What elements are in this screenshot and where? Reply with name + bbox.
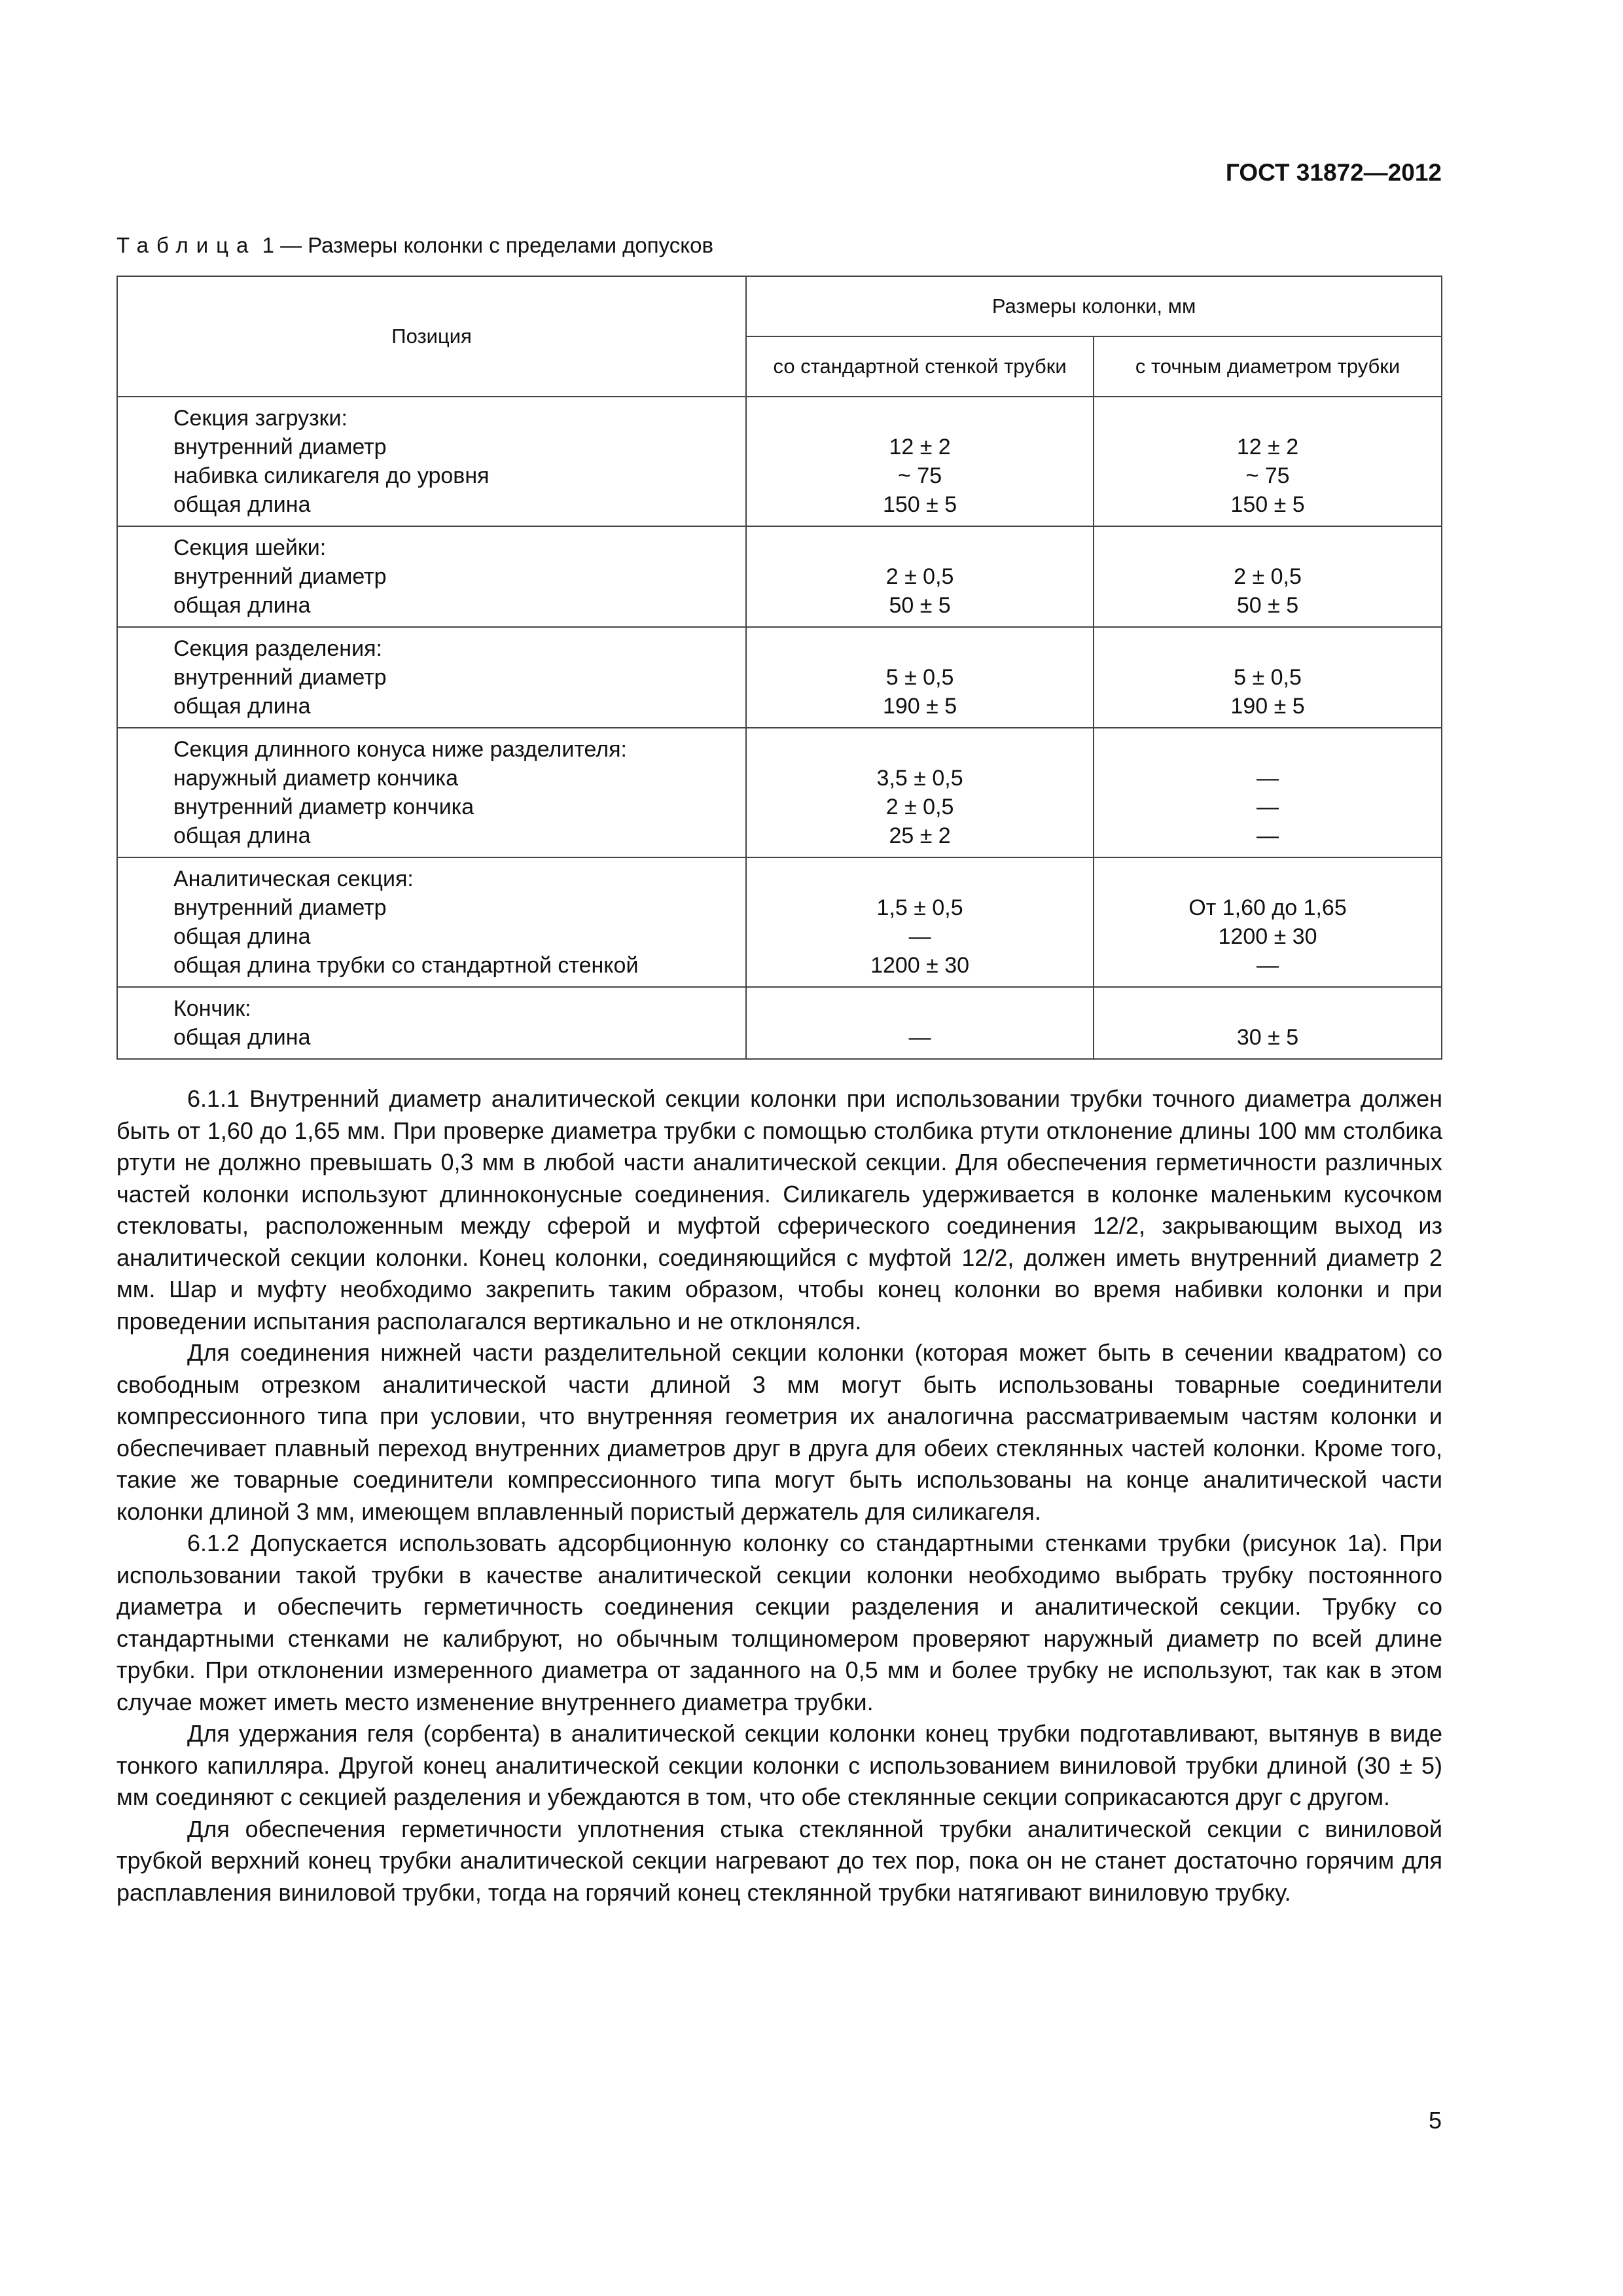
cell-precise bbox=[1094, 526, 1442, 627]
table-row bbox=[117, 987, 1442, 1059]
table-body bbox=[117, 397, 1442, 1059]
cell-standard bbox=[746, 627, 1094, 728]
precise-line: 150 ± 5 bbox=[1230, 492, 1305, 517]
page-number: 5 bbox=[1428, 2107, 1442, 2134]
precise-line: 50 ± 5 bbox=[1236, 593, 1299, 618]
precise-line: ~ 75 bbox=[1245, 463, 1290, 488]
standard-line: 3,5 ± 0,5 bbox=[876, 766, 963, 791]
cell-position bbox=[117, 526, 746, 627]
table-caption bbox=[116, 233, 713, 258]
position-line: общая длина bbox=[173, 593, 311, 618]
precise-line bbox=[1094, 865, 1441, 893]
precise-line: 30 ± 5 bbox=[1236, 1025, 1299, 1050]
standard-line: 1200 ± 30 bbox=[870, 953, 970, 978]
standard-line bbox=[747, 994, 1093, 1023]
position-line: общая длина bbox=[173, 492, 311, 517]
precise-line: — bbox=[1257, 795, 1279, 819]
table-caption-number: 1 bbox=[262, 233, 274, 257]
cell-position bbox=[117, 728, 746, 857]
precise-line bbox=[1094, 533, 1441, 562]
paragraph: Для соединения нижней части разделительной секции колонки (которая может быть в сечении квадратом) со свободным отрезком аналитической части длиной 3 мм могут быть использованы товарные соединители компрессионного типа при условии, что внутренняя геометрия их аналогична рассматриваемым частям колонки и обеспечивает плавный переход внутренних диаметров друг в друга для обеих стеклянных частей колонки. Кроме того, такие же товарные соединители компрессионного типа могут быть использованы на конце аналитической части колонки длиной 3 мм, имеющем вплавленный пористый держатель для силикагеля. bbox=[116, 1339, 1442, 1525]
table-row bbox=[117, 728, 1442, 857]
standard-line: 190 ± 5 bbox=[882, 694, 957, 719]
paragraph: 6.1.2 Допускается использовать адсорбционную колонку со стандартными стенками трубки (рисунок 1а). При использовании такой трубки в качестве аналитической секции колонки необходимо выбрать трубку постоянного диаметра и обеспечить герметичность соединения секции разделения и аналитической секции. Трубку со стандартными стенками не калибруют, но обычным толщиномером проверяют наружный диаметр по всей длине трубки. При отклонении измеренного диаметра от заданного на 0,5 мм и более трубку не используют, так как в этом случае может иметь место изменение внутреннего диаметра трубки. bbox=[116, 1530, 1442, 1715]
cell-standard bbox=[746, 526, 1094, 627]
precise-line: 190 ± 5 bbox=[1230, 694, 1305, 719]
col-header-precise: с точным диаметром трубки bbox=[1094, 336, 1442, 397]
table-row bbox=[117, 397, 1442, 526]
col-header-position: Позиция bbox=[117, 276, 746, 397]
cell-position bbox=[117, 857, 746, 987]
standard-line bbox=[747, 634, 1093, 663]
position-line: общая длина bbox=[173, 823, 311, 848]
cell-precise bbox=[1094, 728, 1442, 857]
col-header-group: Размеры колонки, мм bbox=[746, 276, 1442, 336]
table-caption-title: — Размеры колонки с пределами допусков bbox=[274, 233, 713, 257]
position-line: Секция длинного конуса ниже разделителя: bbox=[173, 737, 627, 762]
table-row bbox=[117, 526, 1442, 627]
cell-precise bbox=[1094, 397, 1442, 526]
cell-standard bbox=[746, 857, 1094, 987]
position-line: Кончик: bbox=[173, 996, 251, 1021]
cell-standard bbox=[746, 987, 1094, 1059]
cell-position bbox=[117, 987, 746, 1059]
standard-line bbox=[747, 404, 1093, 433]
position-line: внутренний диаметр bbox=[173, 665, 387, 690]
cell-precise bbox=[1094, 857, 1442, 987]
standard-line: 25 ± 2 bbox=[889, 823, 951, 848]
position-line: Секция разделения: bbox=[173, 636, 382, 661]
standard-line: 2 ± 0,5 bbox=[885, 564, 954, 589]
standard-line: — bbox=[908, 924, 931, 949]
standard-line: 12 ± 2 bbox=[889, 435, 951, 459]
paragraph: Для обеспечения герметичности уплотнения стыка стеклянной трубки аналитической секции с виниловой трубкой верхний конец трубки аналитической секции нагревают до тех пор, пока он не станет достаточно горячим для расплавления виниловой трубки, тогда на горячий конец стеклянной трубки натягивают виниловую трубку. bbox=[116, 1815, 1442, 1906]
document-code: ГОСТ 31872—2012 bbox=[1225, 159, 1442, 186]
table-caption-prefix: Таблица bbox=[116, 233, 257, 257]
position-line: общая длина bbox=[173, 924, 311, 949]
table-row bbox=[117, 857, 1442, 987]
cell-precise bbox=[1094, 627, 1442, 728]
table-row bbox=[117, 627, 1442, 728]
position-line: Секция шейки: bbox=[173, 535, 327, 560]
position-line: общая длина трубки со стандартной стенкой bbox=[173, 953, 639, 978]
col-header-standard: со стандартной стенкой трубки bbox=[746, 336, 1094, 397]
precise-line: 2 ± 0,5 bbox=[1234, 564, 1302, 589]
standard-line: 2 ± 0,5 bbox=[885, 795, 954, 819]
position-line: внутренний диаметр bbox=[173, 564, 387, 589]
body-text bbox=[116, 1083, 1442, 1909]
position-line: Аналитическая секция: bbox=[173, 867, 414, 891]
position-line: наружный диаметр кончика bbox=[173, 766, 458, 791]
cell-position bbox=[117, 397, 746, 526]
cell-standard bbox=[746, 397, 1094, 526]
cell-position bbox=[117, 627, 746, 728]
standard-line: ~ 75 bbox=[898, 463, 942, 488]
standard-line bbox=[747, 533, 1093, 562]
cell-standard bbox=[746, 728, 1094, 857]
cell-precise bbox=[1094, 987, 1442, 1059]
precise-line: — bbox=[1257, 823, 1279, 848]
position-line: набивка силикагеля до уровня bbox=[173, 463, 490, 488]
position-line: внутренний диаметр кончика bbox=[173, 795, 474, 819]
precise-line: От 1,60 до 1,65 bbox=[1188, 895, 1347, 920]
paragraph: Для удержания геля (сорбента) в аналитической секции колонки конец трубки подготавливают, вытянув в виде тонкого капилляра. Другой конец аналитической секции колонки с использованием виниловой трубки длиной (30 ± 5) мм соединяют с секцией разделения и убеждаются в том, что обе стеклянные секции соприкасаются друг с другом. bbox=[116, 1720, 1442, 1810]
position-line: внутренний диаметр bbox=[173, 895, 387, 920]
paragraph: 6.1.1 Внутренний диаметр аналитической секции колонки при использовании трубки точного диаметра должен быть от 1,60 до 1,65 мм. При проверке диаметра трубки с помощью столбика ртути отклонение длины 100 мм столбика ртути не должно превышать 0,3 мм в любой части аналитической секции. Для обеспечения герметичности различных частей колонки используют длинноконусные соединения. Силикагель удерживается в колонке маленьким кусочком стекловаты, расположенным между сферой и муфтой сферического соединения 12/2, закрывающим выход из аналитической секции колонки. Конец колонки, соединяющийся с муфтой 12/2, должен иметь внутренний диаметр 2 мм. Шар и муфту необходимо закрепить таким образом, чтобы конец колонки во время набивки колонки и при проведении испытания располагался вертикально и не отклонялся. bbox=[116, 1085, 1442, 1335]
precise-line bbox=[1094, 634, 1441, 663]
standard-line bbox=[747, 865, 1093, 893]
standard-line: 150 ± 5 bbox=[882, 492, 957, 517]
position-line: общая длина bbox=[173, 1025, 311, 1050]
position-line: Секция загрузки: bbox=[173, 406, 348, 431]
precise-line bbox=[1094, 404, 1441, 433]
dimensions-table bbox=[116, 276, 1442, 1060]
precise-line: — bbox=[1257, 766, 1279, 791]
position-line: общая длина bbox=[173, 694, 311, 719]
precise-line: 12 ± 2 bbox=[1236, 435, 1299, 459]
precise-line bbox=[1094, 994, 1441, 1023]
standard-line: 50 ± 5 bbox=[889, 593, 951, 618]
precise-line bbox=[1094, 735, 1441, 764]
standard-line: — bbox=[908, 1025, 931, 1050]
precise-line: 1200 ± 30 bbox=[1218, 924, 1317, 949]
standard-line: 1,5 ± 0,5 bbox=[876, 895, 963, 920]
standard-line: 5 ± 0,5 bbox=[885, 665, 954, 690]
precise-line: — bbox=[1257, 953, 1279, 978]
standard-line bbox=[747, 735, 1093, 764]
position-line: внутренний диаметр bbox=[173, 435, 387, 459]
precise-line: 5 ± 0,5 bbox=[1234, 665, 1302, 690]
